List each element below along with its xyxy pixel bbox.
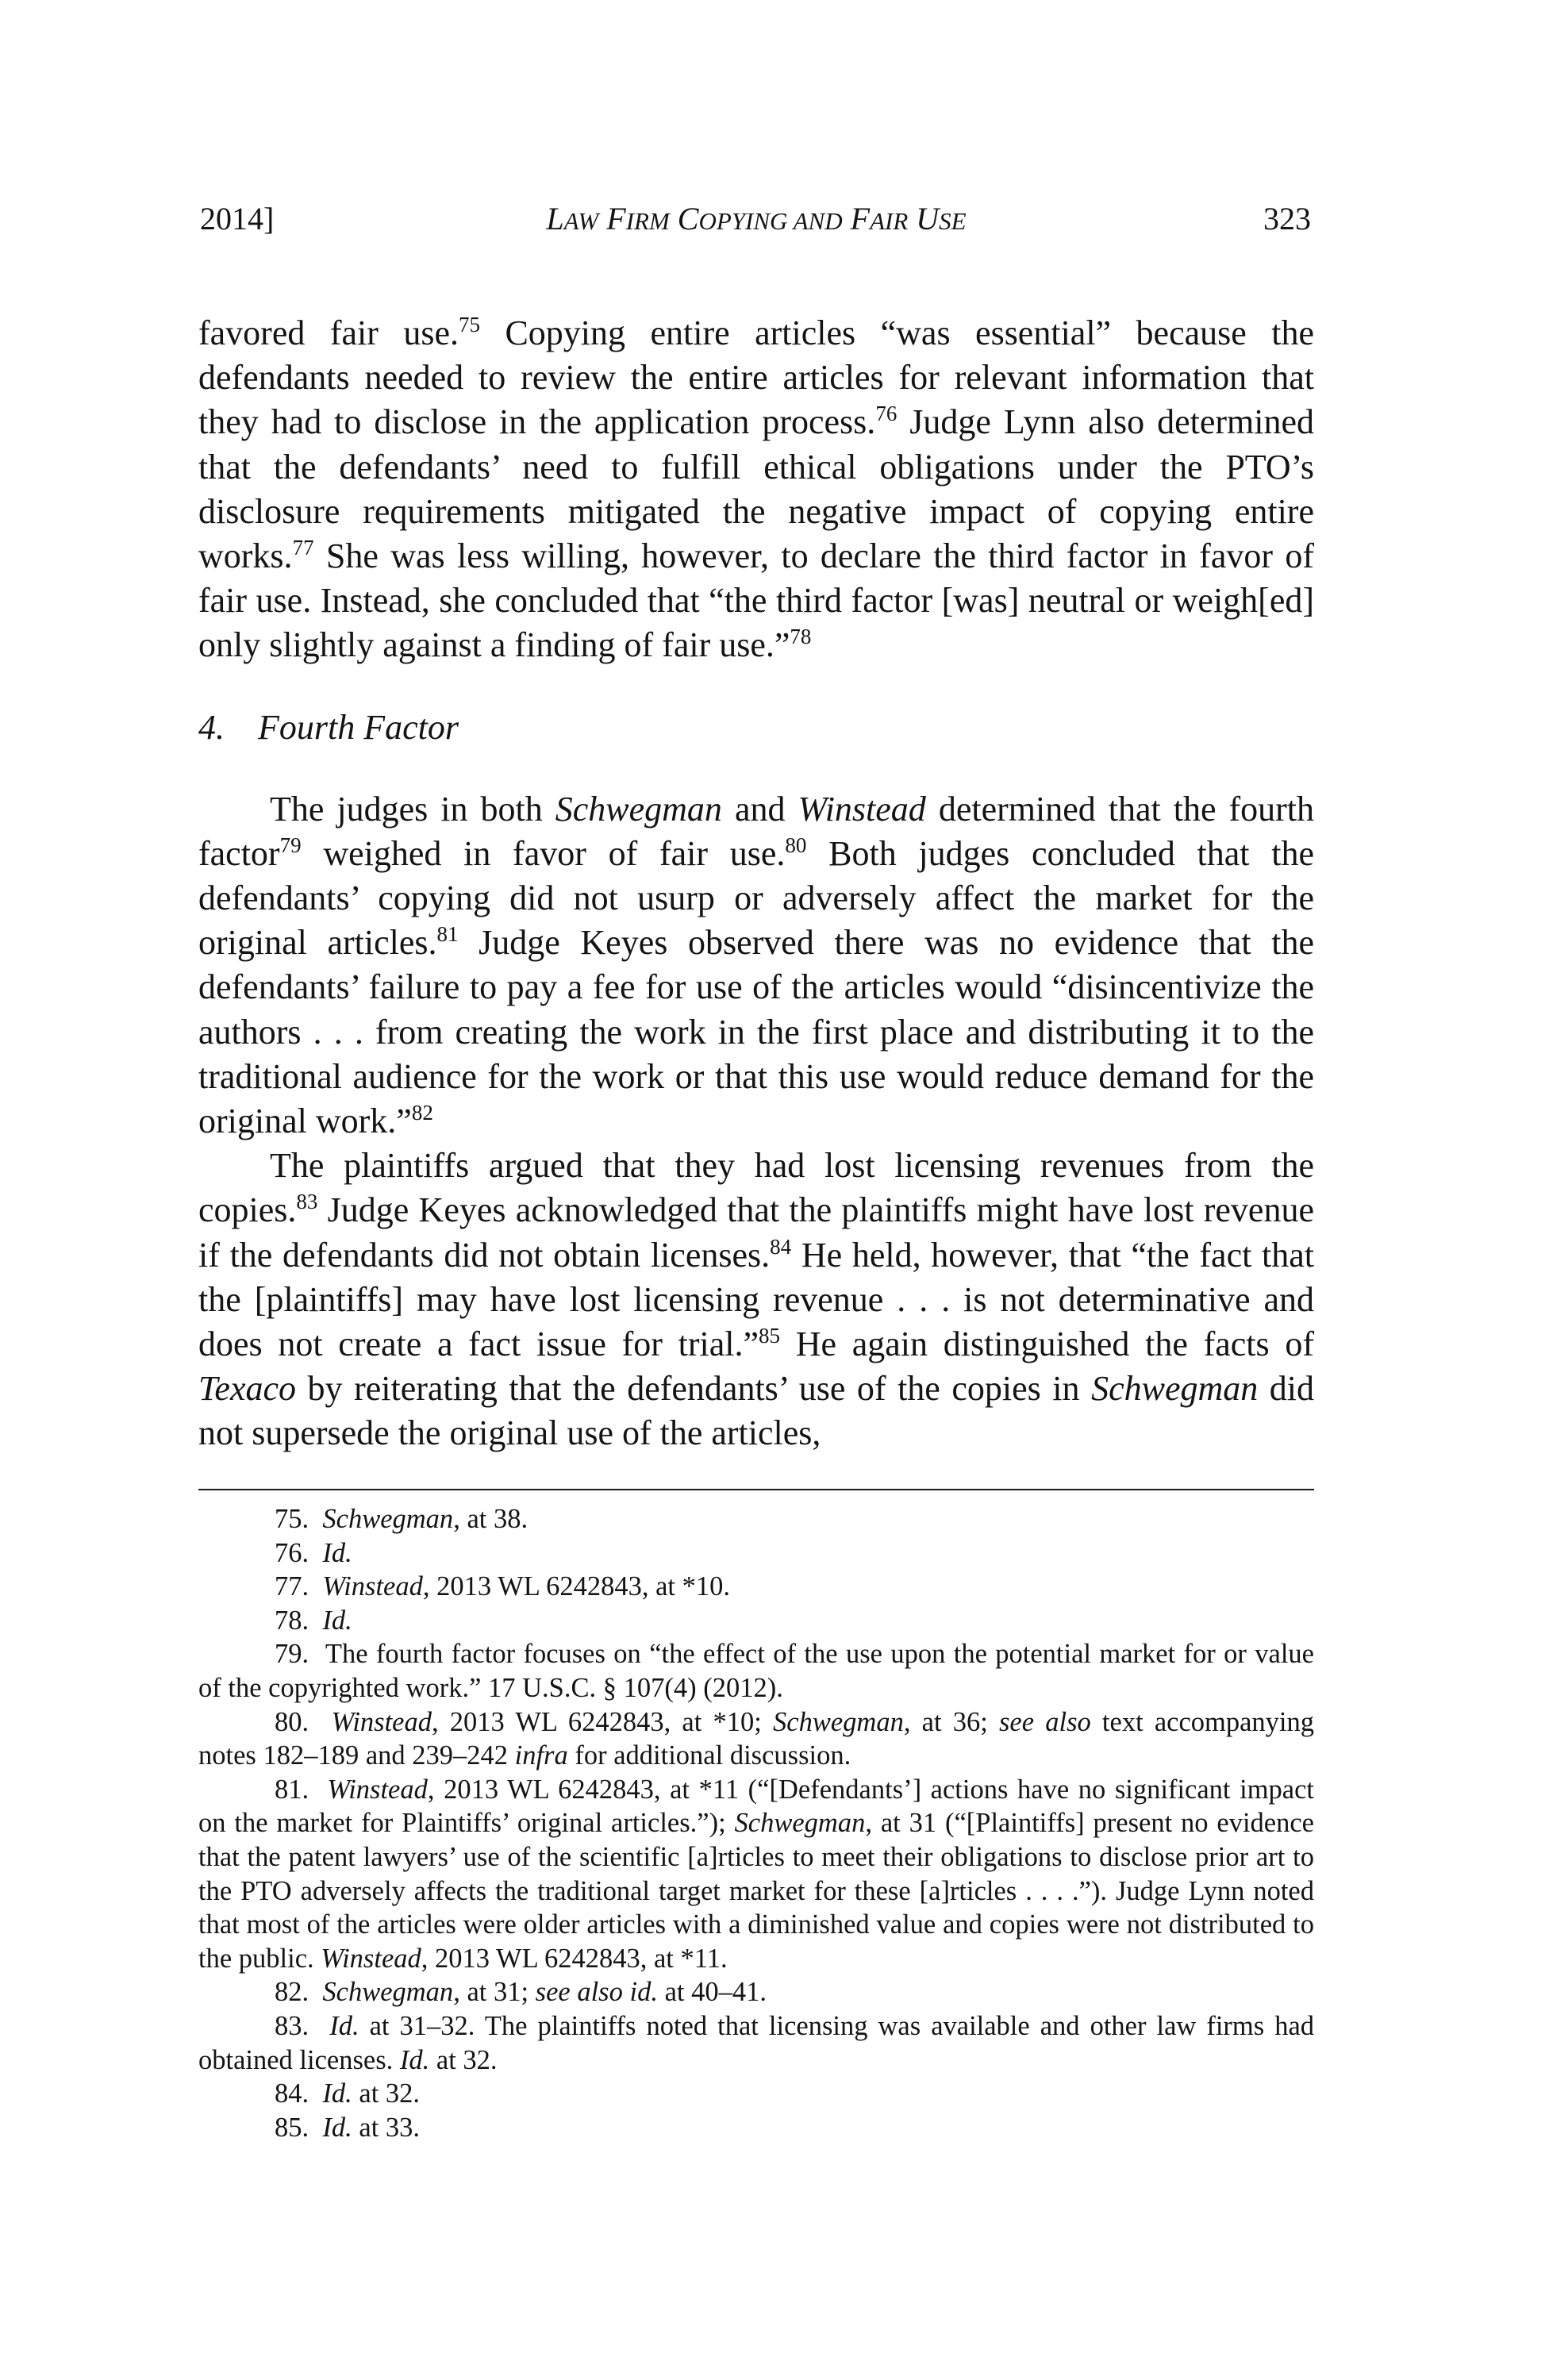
footnote-ref: 85 [759, 1324, 780, 1348]
footnote-number: 77. [275, 1571, 309, 1602]
footnote-divider [198, 1489, 1314, 1490]
footnote-ref: 81 [436, 922, 459, 947]
running-header [198, 197, 1314, 241]
footnote-ref: 77 [292, 536, 314, 560]
footnote-number: 85. [275, 2112, 309, 2143]
footnote-85: 85. Id. at 33. [275, 2112, 421, 2143]
footnote-ref: 76 [875, 402, 897, 426]
footnote-number: 79. [275, 1639, 309, 1670]
footnotes [198, 1502, 1314, 2144]
footnote-80: 80. Winstead, 2013 WL 6242843, at *10; Schwegman, at 36; see also text accompanying notes 182–189 and 239–242 infra for additional discussion. [198, 1706, 1315, 1771]
footnote-number: 76. [275, 1537, 309, 1568]
footnote-ref: 78 [790, 625, 812, 649]
subheading-number: 4. [198, 707, 225, 747]
main-text [198, 311, 1314, 1456]
paragraph: The judges in both Schwegman and Winstead determined that the fourth factor$^{79}$ weighed in favor of fair use.$^{80}$ Both judges concluded that the defendants’ copying did not usurp or adversely affect the market for the original articles.$^{81}$ Judge Keyes observed there was no evidence that the defendants’ failure to pay a fee for use of the articles would “disincentivize the authors . . . from creating the work in the first place and distributing it to the traditional audience for the work or that this use would reduce demand for the original work.”$^{82}$ [198, 789, 1315, 1141]
page-number: 323 [1263, 201, 1311, 236]
footnote-ref: 84 [770, 1234, 792, 1259]
document-page [198, 0, 1314, 2380]
footnote-number: 81. [275, 1774, 309, 1805]
header-year: 2014] [200, 201, 275, 236]
footnote-ref: 80 [785, 832, 807, 857]
footnote-number: 80. [275, 1706, 309, 1737]
footnote-79: 79. The fourth factor focuses on “the effect of the use upon the potential market for or value of the copyrighted work.” 17 U.S.C. § 107(4) (2012). [198, 1639, 1314, 1703]
footnote-number: 84. [275, 2078, 309, 2109]
paragraph: favored fair use.$^{75}$ Copying entire articles “was essential” because the defendants needed to review the entire articles for relevant information that they had to disclose in the application process.$^{76}$ Judge Lynn also determined that the defendants’ need to fulfill ethical obligations under the PTO’s disclosure requirements mitigated the negative impact of copying entire works.$^{77}$ She was less willing, however, to declare the third factor in favor of fair use. Instead, she concluded that “the third factor [was] neutral or weigh[ed] only slightly against a finding of fair use.”$^{78}$ [198, 313, 1314, 665]
footnote-81: 81. Winstead, 2013 WL 6242843, at *11 (“[Defendants’] actions have no significant impact on the market for Plaintiffs’ original articles.”); Schwegman, at 31 (“[Plaintiffs] present no evidence that the patent lawyers’ use of the scientific [a]rticles to meet their obligations to disclose prior art to the PTO adversely affects the traditional target market for these [a]rticles . . . .”). Judge Lynn noted that most of the articles were older articles with a diminished value and copies were not distributed to the public. Winstead, 2013 WL 6242843, at *11. [198, 1774, 1315, 1974]
section-subheading [198, 706, 1314, 750]
footnote-ref: 83 [296, 1190, 318, 1214]
footnote-82: 82. Schwegman, at 31; see also id. at 40–41. [275, 1977, 767, 2008]
subheading-title: Fourth Factor [258, 707, 459, 747]
paragraph: The plaintiffs argued that they had lost licensing revenues from the copies.$^{83}$ Judge Keyes acknowledged that the plaintiffs might have lost revenue if the defendants did not obtain licenses.$^{84}$ He held, however, that “the fact that the [plaintiffs] may have lost licensing revenue . . . is not determinative and does not create a fact issue for trial.”$^{85}$ He again distinguished the facts of Texaco by reiterating that the defendants’ use of the copies in Schwegman did not supersede the original use of the articles, [198, 1146, 1315, 1453]
footnote-77: 77. Winstead, 2013 WL 6242843, at *10. [275, 1571, 731, 1602]
footnote-ref: 75 [459, 313, 480, 336]
footnote-ref: 82 [411, 1101, 433, 1125]
footnote-number: 83. [275, 2010, 309, 2041]
footnote-number: 75. [275, 1504, 309, 1534]
footnote-76: 76. Id. [275, 1537, 352, 1568]
footnote-84: 84. Id. at 32. [275, 2078, 421, 2109]
footnote-83: 83. Id. at 31–32. The plaintiffs noted that licensing was available and other law firms had obtained licenses. Id. at 32. [198, 2010, 1315, 2075]
footnote-number: 82. [275, 1977, 309, 2008]
footnote-ref: 79 [279, 832, 302, 857]
footnote-78: 78. Id. [275, 1605, 352, 1636]
footnote-75: 75. Schwegman, at 38. [275, 1504, 529, 1534]
header-journal-title: LAW FIRM COPYING AND FAIR USE [546, 201, 967, 236]
footnote-number: 78. [275, 1605, 309, 1636]
